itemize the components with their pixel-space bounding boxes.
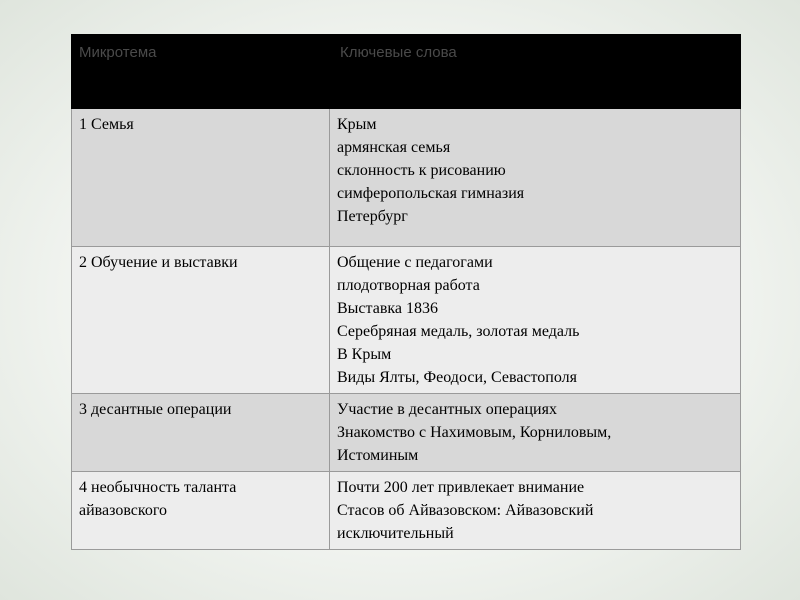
table-row	[72, 394, 741, 472]
keyword-line: исключительный	[337, 525, 454, 542]
keyword-line: Участие в десантных операциях	[337, 401, 557, 418]
keyword-line: В Крым	[337, 346, 392, 363]
keywords-cell	[330, 394, 741, 472]
keyword-line: Виды Ялты, Феодоси, Севастополя	[337, 369, 577, 386]
keyword-line: склонность к рисованию	[337, 162, 506, 179]
microtopics-table	[71, 34, 741, 550]
keyword-line: Почти 200 лет привлекает внимание	[337, 479, 585, 496]
keyword-line: Общение с педагогами	[337, 254, 493, 271]
table-row	[72, 247, 741, 394]
topic-cell: 3 десантные операции	[72, 394, 330, 472]
column-header-keywords: Ключевые слова	[330, 35, 741, 109]
table-row	[72, 472, 741, 550]
keyword-line: плодотворная работа	[337, 277, 480, 294]
keywords-cell	[330, 472, 741, 550]
keywords-cell	[330, 247, 741, 394]
keyword-line: армянская семья	[337, 139, 451, 156]
topic-cell: 1 Семья	[72, 109, 330, 247]
keyword-line: симферопольская гимназия	[337, 185, 525, 202]
table-header-row	[72, 35, 741, 109]
keywords-cell	[330, 109, 741, 247]
keyword-line: Петербург	[337, 208, 408, 225]
keyword-line: Выставка 1836	[337, 300, 438, 317]
keyword-line: Знакомство с Нахимовым, Корниловым,	[337, 424, 612, 441]
topic-cell: 4 необычность таланта айвазовского	[72, 472, 330, 550]
keyword-line: Истоминым	[337, 447, 419, 464]
topic-cell: 2 Обучение и выставки	[72, 247, 330, 394]
column-header-microtopic: Микротема	[72, 35, 330, 109]
keyword-line: Крым	[337, 116, 377, 133]
table-row	[72, 109, 741, 247]
keyword-line: Серебряная медаль, золотая медаль	[337, 323, 580, 340]
keyword-line: Стасов об Айвазовском: Айвазовский	[337, 502, 594, 519]
